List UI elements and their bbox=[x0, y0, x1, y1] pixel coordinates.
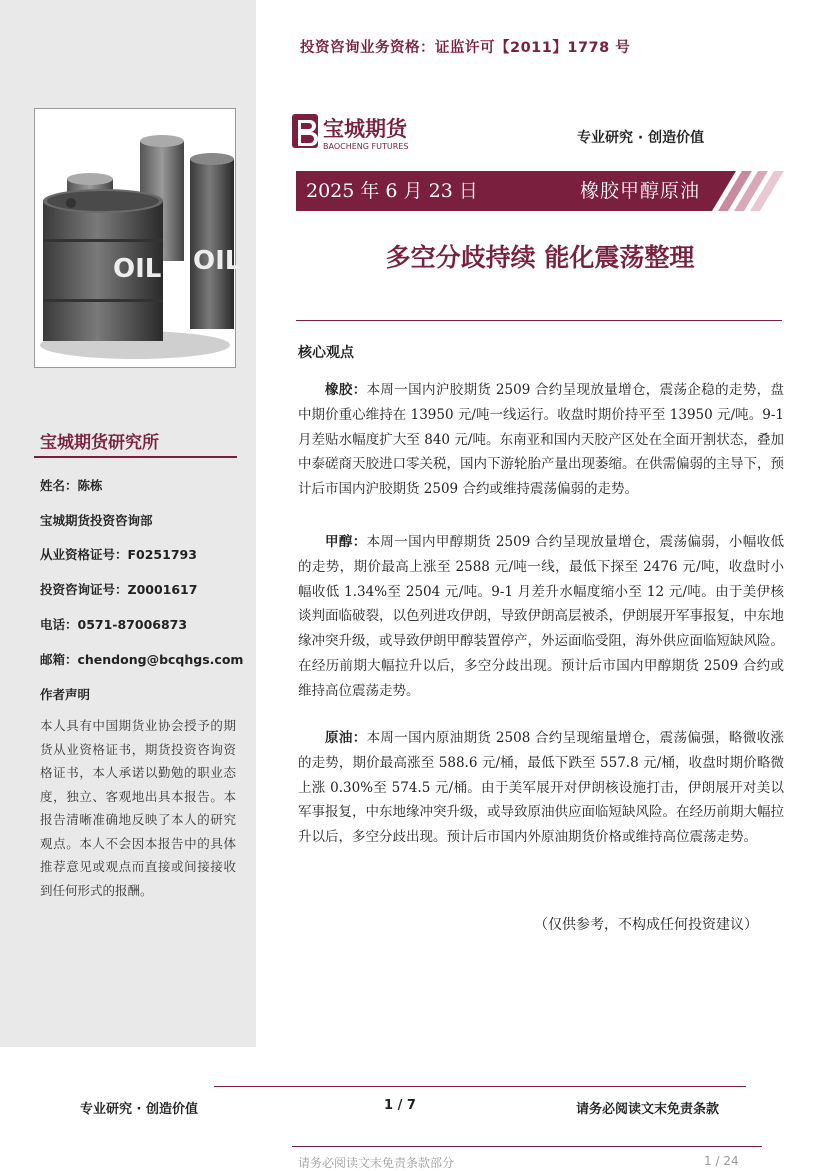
footer-disclaimer: 请务必阅读文末免责条款 bbox=[576, 1102, 720, 1117]
institute-rule bbox=[34, 456, 237, 458]
analyst-name: 姓名：陈栋 bbox=[40, 478, 103, 493]
disclaimer-note: （仅供参考，不构成任何投资建议） bbox=[534, 917, 758, 933]
footer-slogan: 专业研究 · 创造价值 bbox=[80, 1102, 198, 1117]
consult-id: 投资咨询证号：Z0001617 bbox=[40, 582, 198, 597]
paragraph-label: 原油： bbox=[325, 730, 367, 746]
institute-name: 宝城期货研究所 bbox=[40, 433, 159, 453]
paragraph-text: 本周一国内沪胶期货 2509 合约呈现放量增仓，震荡企稳的走势，盘中期价重心维持在 13950 元/吨一线运行。收盘时期价持平至 13950 元/吨。9-1 月差贴水幅度扩大至 840 元/吨。东南亚和国内天胶产区处在全面开割状态，叠加中泰磋商天胶进口零关税，国内下游轮胎产量出现萎缩。在供需偏弱的主导下，预计后市国内沪胶期货 2509 合约或维持震荡偏弱的走势。 bbox=[298, 382, 784, 498]
logo-cn: 宝城期货 bbox=[323, 117, 407, 141]
company-logo bbox=[290, 112, 440, 152]
paragraph-rubber bbox=[298, 378, 784, 502]
statement-title: 作者声明 bbox=[40, 687, 91, 702]
slogan: 专业研究 · 创造价值 bbox=[577, 130, 705, 146]
author-statement: 本人具有中国期货业协会授予的期货从业资格证书，期货投资咨询资格证书，本人承诺以勤勉的职业态度，独立、客观地出具本报告。本报告清晰准确地反映了本人的研究观点。本人不会因本报告中的具体推荐意见或观点而直接或间接接收到任何形式的报酬。 bbox=[40, 718, 236, 898]
sub-footer-rule bbox=[292, 1146, 762, 1147]
title-rule bbox=[296, 320, 782, 321]
report-date: 2025 年 6 月 23 日 bbox=[306, 180, 478, 202]
page-number: 1 / 7 bbox=[384, 1098, 416, 1113]
paragraph-methanol bbox=[298, 530, 784, 704]
oil-barrels-photo bbox=[34, 108, 242, 368]
phone: 电话：0571-87006873 bbox=[40, 617, 188, 632]
paragraph-label: 橡胶： bbox=[325, 382, 367, 398]
sub-page-number: 1 / 24 bbox=[704, 1154, 739, 1168]
paragraph-text: 本周一国内甲醇期货 2509 合约呈现放量增仓，震荡偏弱，小幅收低的走势，期价最高上涨至 2588 元/吨一线，最低下探至 2476 元/吨，收盘时小幅收低 1.34%至 2504 元/吨。9-1 月差升水幅度缩小至 12 元/吨。由于美伊核谈判面临破裂，以色列进攻伊朗，导致伊朗高层被杀，伊朗展开军事报复，中东地缘冲突升级，或导致伊朗甲醇装置停产，外运面临受阻，海外供应面临短缺风险。在经历前期大幅拉升以后，多空分歧出现。预计后市国内甲醇期货 2509 合约或维持高位震荡走势。 bbox=[298, 534, 784, 699]
email[interactable]: 邮箱：chendong@bcqhgs.com bbox=[40, 652, 244, 667]
report-title: 多空分歧持续 能化震荡整理 bbox=[385, 243, 695, 272]
logo-en: BAOCHENG FUTURES bbox=[323, 142, 409, 151]
sub-footer-text: 请务必阅读文末免责条款部分 bbox=[298, 1156, 455, 1170]
paragraph-text: 本周一国内原油期货 2508 合约呈现缩量增仓，震荡偏强，略微收涨的走势，期价最高涨至 588.6 元/桶，最低下跌至 557.8 元/桶，收盘时期价略微上涨 0.30%至 574.5 元/桶。由于美军展开对伊朗核设施打击，伊朗展开对美以军事报复，中东地缘冲突升级，或导致原油供应面临短缺风险。在经历前期大幅拉升以后，多空分歧出现。预计后市国内外原油期货价格或维持高位震荡走势。 bbox=[298, 730, 784, 846]
report-topic: 橡胶甲醇原油 bbox=[580, 180, 701, 202]
footer-rule bbox=[214, 1086, 746, 1087]
qualification-id: 从业资格证号：F0251793 bbox=[40, 547, 197, 562]
license-text: 投资咨询业务资格：证监许可【2011】1778 号 bbox=[300, 40, 631, 56]
barrel-label-front: OIL bbox=[113, 254, 162, 284]
core-view-heading: 核心观点 bbox=[298, 345, 354, 361]
paragraph-crude-oil bbox=[298, 726, 784, 850]
department: 宝城期货投资咨询部 bbox=[40, 513, 153, 528]
barrel-label-right: OIL bbox=[193, 246, 242, 276]
paragraph-label: 甲醇： bbox=[325, 534, 367, 550]
